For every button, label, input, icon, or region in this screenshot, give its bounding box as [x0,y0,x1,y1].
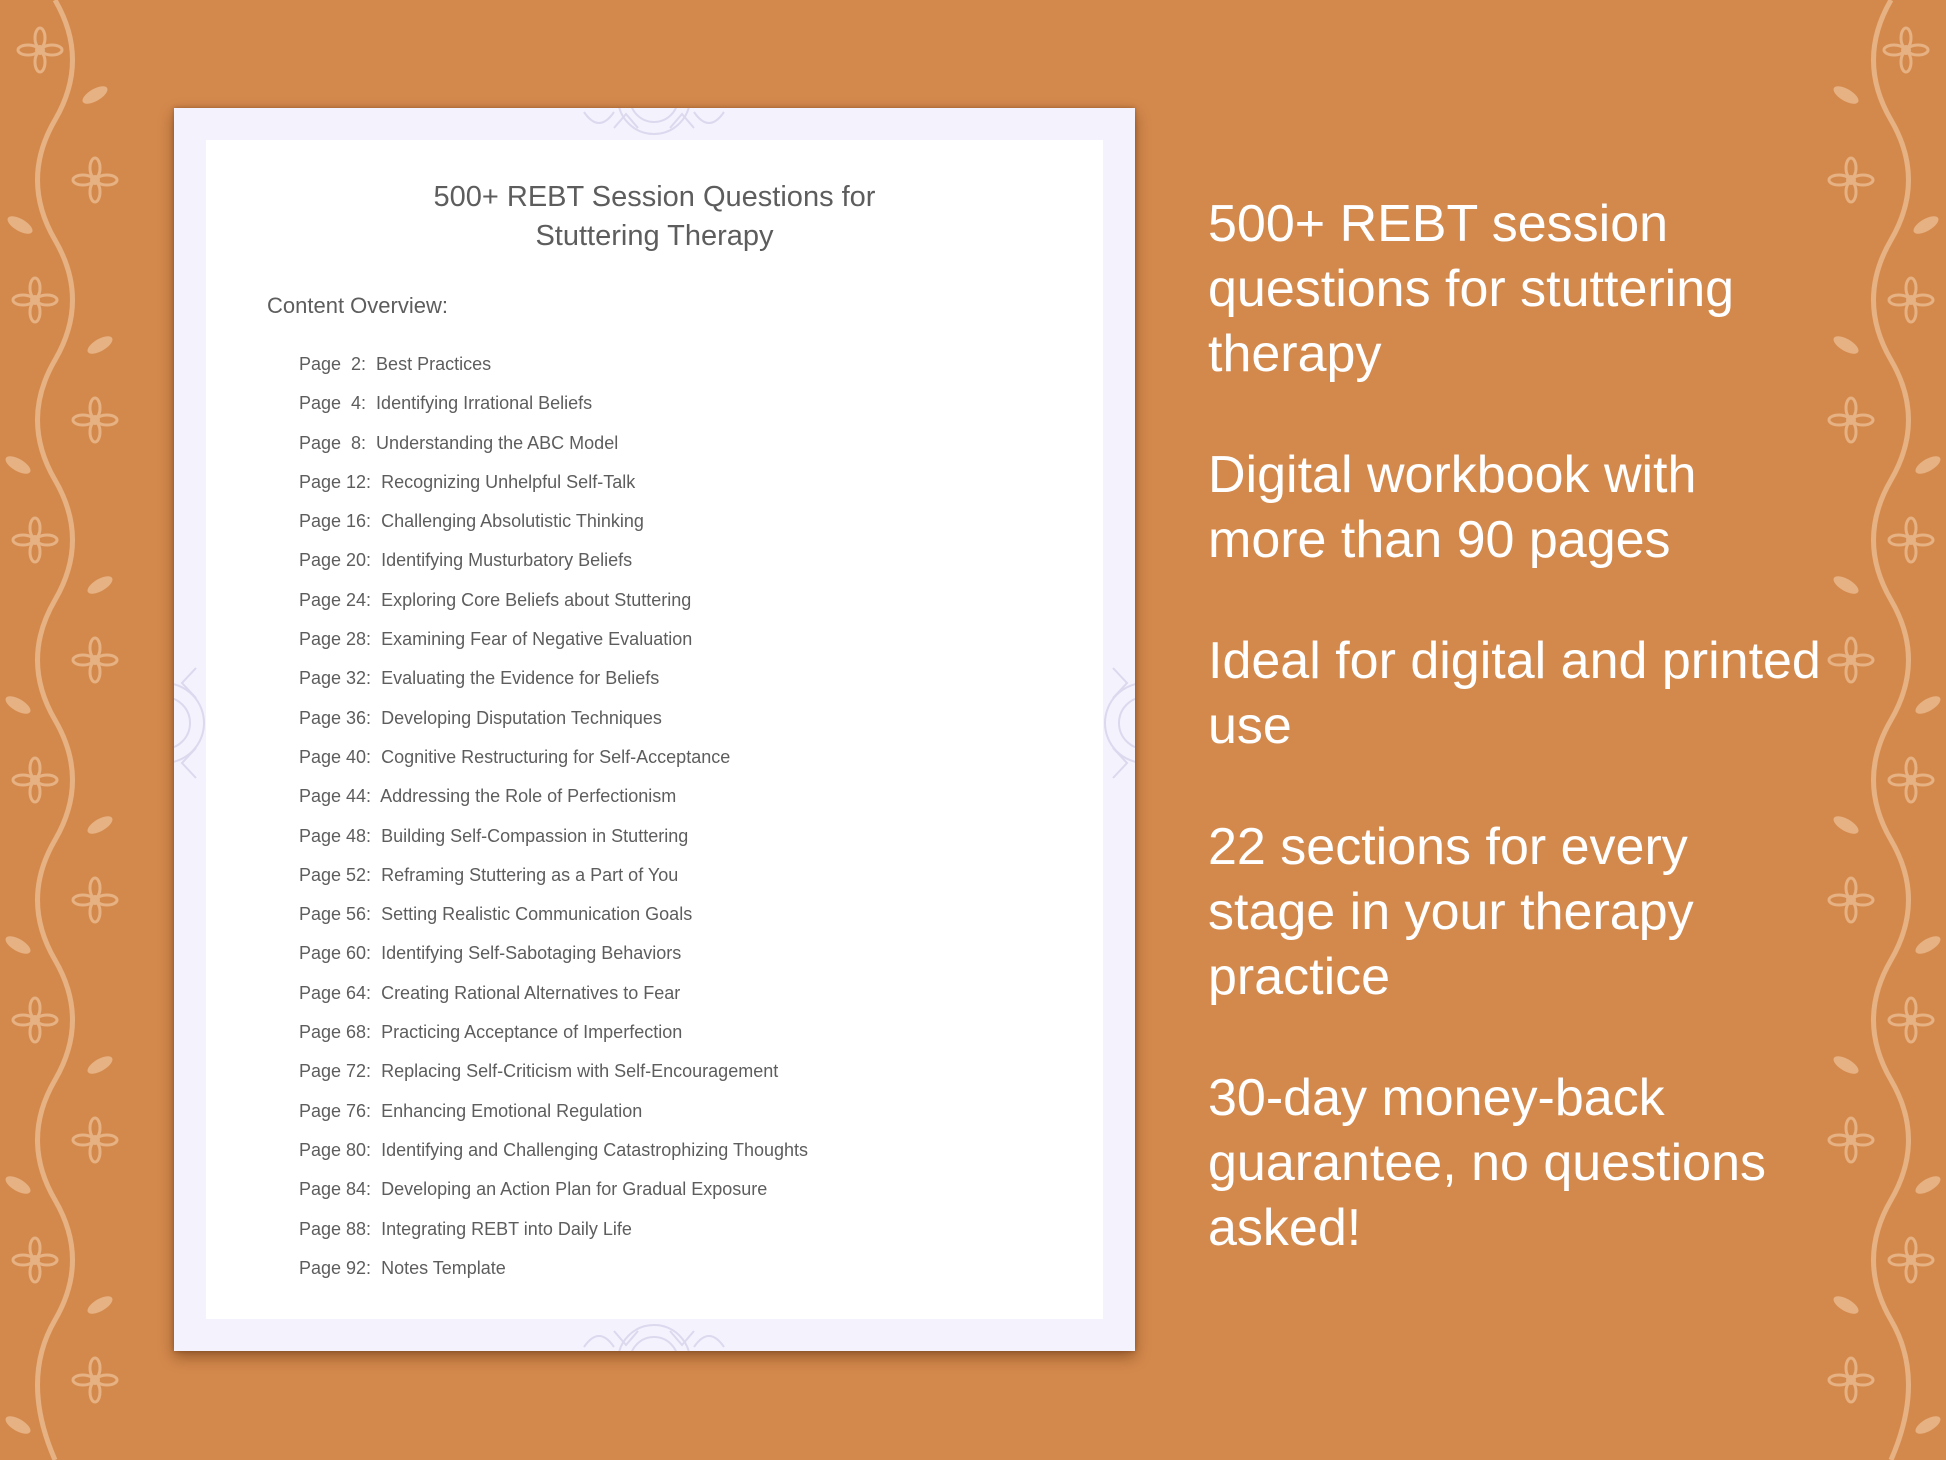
toc-item: Page 60: Identifying Self-Sabotaging Behaviors [299,943,682,964]
toc-item: Page 20: Identifying Musturbatory Beliefs [299,550,633,571]
toc-item: Page 40: Cognitive Restructuring for Self-Acceptance [299,746,731,767]
toc-item: Page 32: Evaluating the Evidence for Beliefs [299,668,660,689]
toc-item: Page 72: Replacing Self-Criticism with Self-Encouragement [299,1061,779,1082]
table-of-contents [299,345,808,1288]
feature-item-guarantee: 30-day money-back guarantee, no questions asked! [1208,1069,1766,1257]
document-title-line-2: Stuttering Therapy [535,220,774,252]
toc-item: Page 92: Notes Template [299,1257,506,1278]
mandala-ornament-right [1103,608,1135,838]
mandala-ornament-top [514,108,794,140]
toc-item: Page 28: Examining Fear of Negative Evaluation [299,629,693,650]
toc-item: Page 24: Exploring Core Beliefs about Stuttering [299,589,692,610]
toc-item: Page 52: Reframing Stuttering as a Part of You [299,864,679,885]
toc-item: Page 88: Integrating REBT into Daily Life [299,1218,632,1239]
floral-vine-left [0,0,150,1460]
mandala-ornament-bottom [514,1319,794,1351]
content-overview-label: Content Overview: [267,293,448,318]
toc-item: Page 36: Developing Disputation Techniques [299,707,662,728]
mandala-ornament-left [174,608,206,838]
toc-item: Page 84: Developing an Action Plan for Gradual Exposure [299,1179,768,1200]
toc-item: Page 2: Best Practices [299,354,492,374]
toc-item: Page 80: Identifying and Challenging Catastrophizing Thoughts [299,1139,809,1160]
toc-item: Page 48: Building Self-Compassion in Stuttering [299,825,689,846]
toc-item: Page 56: Setting Realistic Communication Goals [299,904,693,925]
toc-item: Page 8: Understanding the ABC Model [299,432,619,453]
feature-item-usage: Ideal for digital and printed use [1208,632,1821,755]
toc-item: Page 44: Addressing the Role of Perfectionism [299,786,677,807]
toc-item: Page 68: Practicing Acceptance of Imperfection [299,1022,683,1043]
toc-item: Page 12: Recognizing Unhelpful Self-Talk [299,471,636,492]
feature-item-pages: Digital workbook with more than 90 pages [1208,446,1697,569]
document-title-line-1: 500+ REBT Session Questions for [433,181,876,213]
feature-item-questions: 500+ REBT session questions for stuttering therapy [1208,195,1735,383]
document-title [206,178,1103,256]
toc-item: Page 16: Challenging Absolutistic Thinking [299,511,644,532]
document-content [206,140,1103,1319]
toc-item: Page 76: Enhancing Emotional Regulation [299,1100,643,1121]
feature-list [1208,192,1828,1317]
feature-item-sections: 22 sections for every stage in your therapy practice [1208,818,1694,1006]
toc-item: Page 4: Identifying Irrational Beliefs [299,393,593,414]
workbook-page-preview [174,108,1135,1351]
toc-item: Page 64: Creating Rational Alternatives to Fear [299,982,681,1003]
